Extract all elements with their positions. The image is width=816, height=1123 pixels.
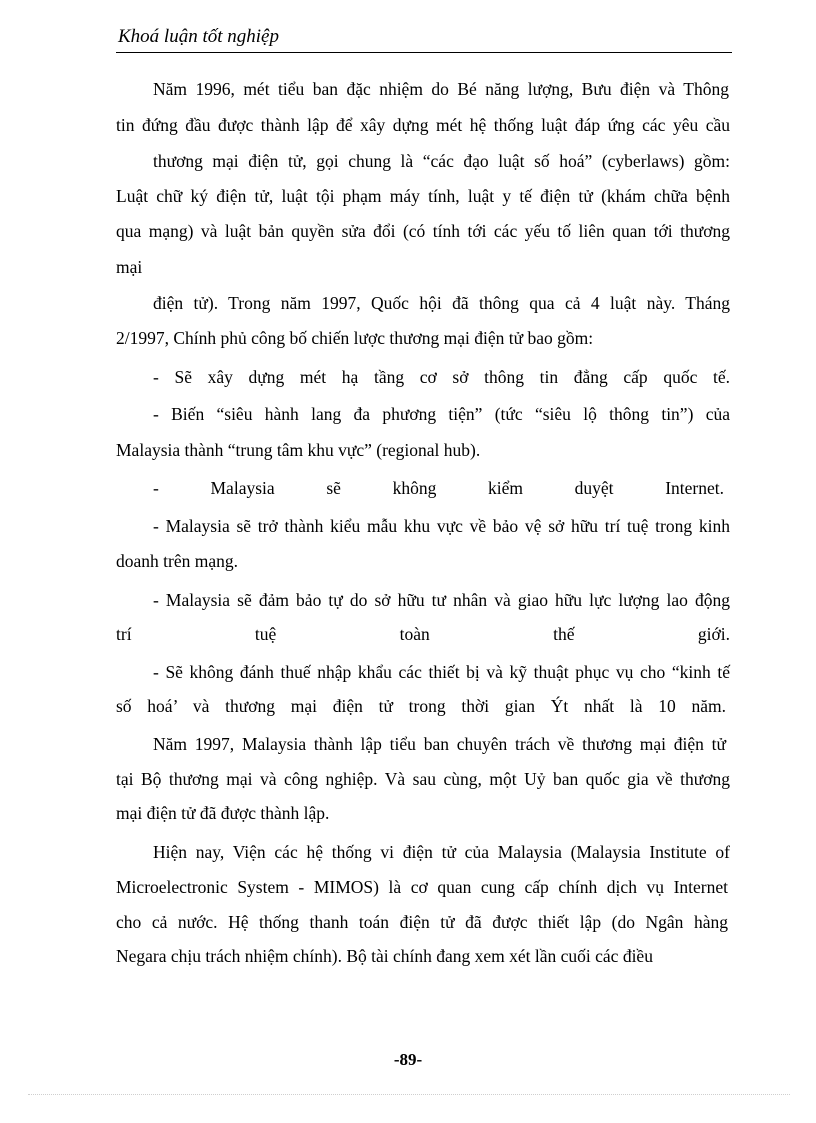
header-title: Khoá luận tốt nghiệp [118,26,279,47]
paragraph-line: - Malaysia sẽ không kiểm duyệt Internet. [153,478,724,498]
paragraph-line: Microelectronic System - MIMOS) là cơ quan cung cấp chính dịch vụ Internet [116,877,728,897]
page-bottom-divider [28,1094,790,1095]
paragraph-line: - Sẽ không đánh thuế nhập khẩu các thiết bị và kỹ thuật phục vụ cho “kinh tế [153,662,730,682]
paragraph-line: tại Bộ thương mại và công nghiệp. Và sau cùng, một Uỷ ban quốc gia về thương [116,769,730,789]
paragraph-line: trí tuệ toàn thế giới. [116,624,730,644]
paragraph-line: điện tử). Trong năm 1997, Quốc hội đã thông qua cả 4 luật này. Tháng [153,293,730,313]
page-number: -89- [393,1050,423,1069]
paragraph-line: doanh trên mạng. [116,551,238,571]
header-divider [116,52,732,53]
paragraph-line: Negara chịu trách nhiệm chính). Bộ tài chính đang xem xét lần cuối các điều [116,946,653,966]
paragraph-line: thương mại điện tử, gọi chung là “các đạo luật số hoá” (cyberlaws) gồm: [153,151,730,171]
paragraph-line: mại điện tử đã được thành lập. [116,803,330,823]
paragraph-line: Năm 1996, mét tiểu ban đặc nhiệm do Bé năng lượng, Bưu điện và Thông [153,79,729,99]
paragraph-line: tin đứng đầu được thành lập để xây dựng mét hệ thống luật đáp ứng các yêu cầu [116,115,730,135]
paragraph-line: cho cả nước. Hệ thống thanh toán điện tử đã được thiết lập (do Ngân hàng [116,912,728,932]
paragraph-line: mại [116,257,143,277]
paragraph-line: - Malaysia sẽ trở thành kiểu mẫu khu vực về bảo vệ sở hữu trí tuệ trong kinh [153,516,730,536]
paragraph-line: Malaysia thành “trung tâm khu vực” (regional hub). [116,440,481,460]
paragraph-line: Hiện nay, Viện các hệ thống vi điện tử của Malaysia (Malaysia Institute of [153,842,730,862]
paragraph-line: số hoá’ và thương mại điện tử trong thời gian Ýt nhất là 10 năm. [116,696,726,716]
paragraph-line: Năm 1997, Malaysia thành lập tiểu ban chuyên trách về thương mại điện tử [153,734,726,754]
paragraph-line: qua mạng) và luật bản quyền sửa đổi (có tính tới các yếu tố liên quan tới thương [116,221,730,241]
paragraph-line: 2/1997, Chính phủ công bố chiến lược thương mại điện tử bao gồm: [116,328,594,348]
paragraph-line: - Biến “siêu hành lang đa phương tiện” (tức “siêu lộ thông tin”) của [153,404,730,424]
paragraph-line: - Malaysia sẽ đảm bảo tự do sở hữu tư nhân và giao hữu lực lượng lao động [153,590,730,610]
paragraph-line: - Sẽ xây dựng mét hạ tầng cơ sở thông tin đẳng cấp quốc tế. [153,367,730,387]
paragraph-line: Luật chữ ký điện tử, luật tội phạm máy tính, luật y tế điện tử (khám chữa bệnh [116,186,730,206]
